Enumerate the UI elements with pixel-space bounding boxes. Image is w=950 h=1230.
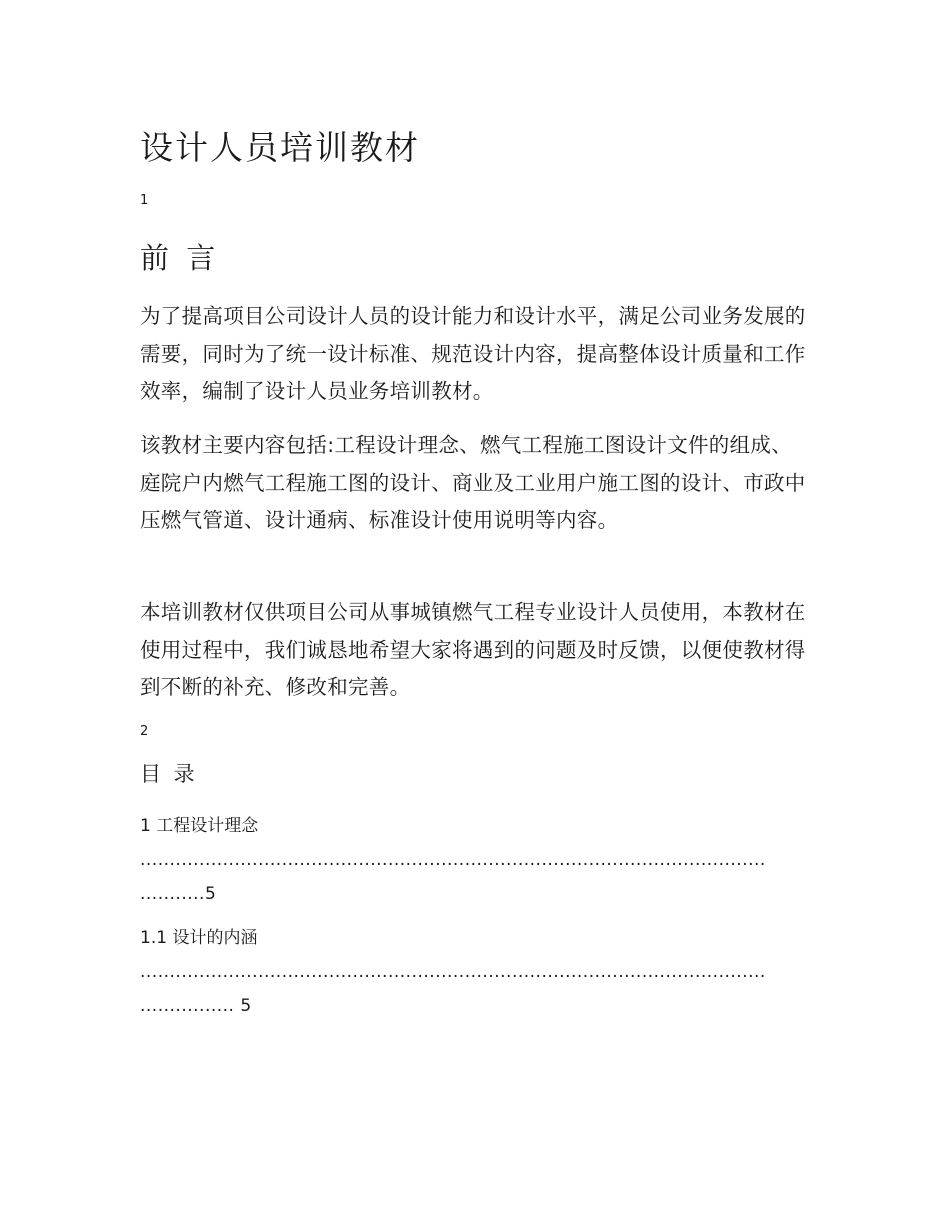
- page-marker-1: 1: [140, 193, 149, 208]
- toc-entry-label[interactable]: 1.1 设计的内涵: [140, 928, 258, 948]
- toc-entry-page[interactable]: 5: [204, 884, 216, 904]
- toc-leader: ..........................................................................................................: [140, 962, 766, 982]
- toc-leader-dots: ................: [140, 996, 241, 1016]
- toc-entry[interactable]: [140, 924, 810, 1020]
- toc-leader-dots: ...........: [140, 884, 205, 904]
- preface-paragraph-3: 本培训教材仅供项目公司从事城镇燃气工程专业设计人员使用，本教材在使用过程中，我们诚恳地希望大家将遇到的问题及时反馈，以便使教材得到不断的补充、修改和完善。: [140, 600, 806, 699]
- toc-leader-end: [140, 880, 810, 908]
- toc-leader-end: [140, 992, 810, 1020]
- toc-entry[interactable]: [140, 812, 810, 908]
- toc-entry-label[interactable]: 1 工程设计理念: [140, 816, 259, 836]
- toc-entry-page[interactable]: 5: [240, 996, 252, 1016]
- toc-heading: 目 录: [140, 762, 198, 786]
- preface-heading: 前 言: [140, 241, 220, 275]
- document-title: 设计人员培训教材: [140, 128, 420, 167]
- page-marker-2: 2: [140, 724, 149, 739]
- toc-leader: ..........................................................................................................: [140, 850, 766, 870]
- preface-paragraph-2: 该教材主要内容包括:工程设计理念、燃气工程施工图设计文件的组成、庭院户内燃气工程施工图的设计、商业及工业用户施工图的设计、市政中压燃气管道、设计通病、标准设计使用说明等内容。: [140, 433, 806, 532]
- preface-paragraph-1: 为了提高项目公司设计人员的设计能力和设计水平，满足公司业务发展的需要，同时为了统一设计标准、规范设计内容，提高整体设计质量和工作效率，编制了设计人员业务培训教材。: [140, 304, 806, 403]
